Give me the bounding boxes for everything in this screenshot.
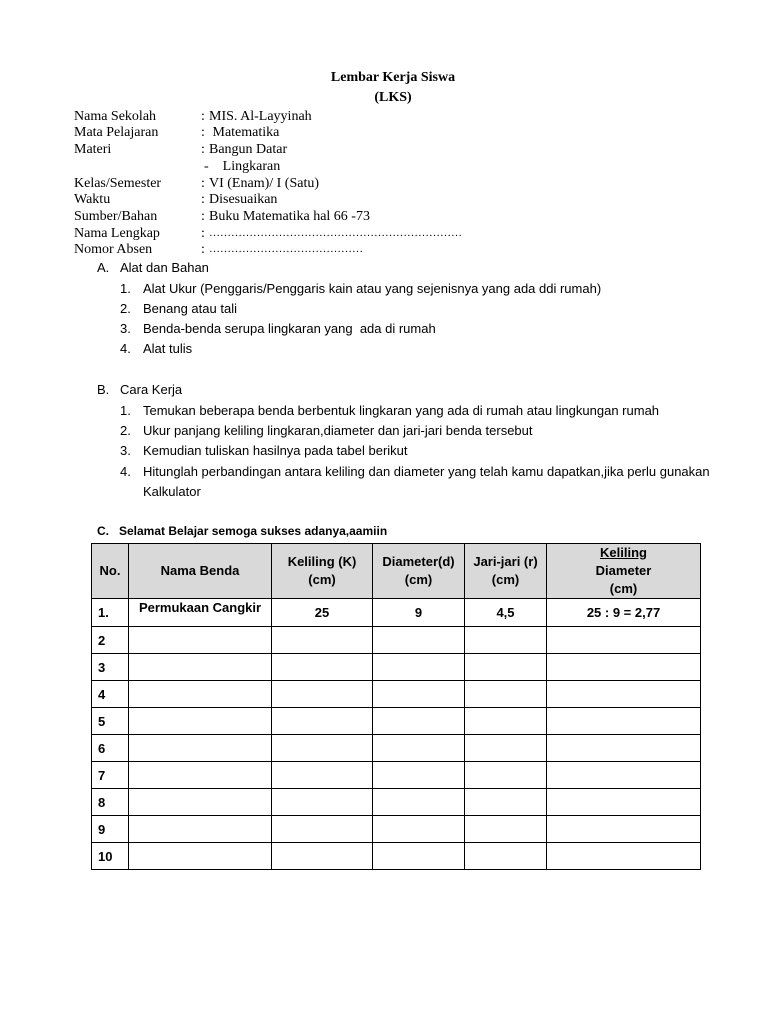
header-jari-unit: (cm) [491, 572, 520, 587]
list-text: Benda-benda serupa lingkaran yang ada di rumah [143, 321, 436, 336]
info-colon: : [201, 176, 205, 191]
header-diameter [373, 544, 465, 599]
list-item [120, 421, 720, 441]
cell-diameter[interactable] [373, 681, 465, 708]
section-b-heading [97, 381, 182, 399]
info-value: VI (Enam)/ I (Satu) [209, 176, 320, 191]
info-label: Mata Pelajaran [74, 125, 159, 140]
header-ratio-unit: (cm) [609, 581, 638, 596]
header-ratio-denominator: Diameter [595, 563, 652, 578]
header-jari-label: Jari-jari (r) [473, 554, 538, 569]
info-label: Nomor Absen [74, 242, 153, 257]
info-value: - Lingkaran [204, 159, 281, 174]
list-text: Ukur panjang keliling lingkaran,diameter dan jari-jari benda tersebut [143, 423, 533, 438]
table-row [92, 627, 701, 654]
section-title: Alat dan Bahan [120, 260, 209, 275]
list-number: 4. [120, 341, 131, 356]
list-item [120, 279, 720, 299]
fullname-blank[interactable]: …………………………………………………………… [209, 227, 462, 239]
section-title: Cara Kerja [120, 382, 183, 397]
cell-diameter[interactable]: 9 [373, 599, 465, 627]
cell-no: 3 [92, 654, 129, 681]
cell-nama-benda[interactable]: Permukaan Cangkir [129, 599, 272, 627]
cell-nama-benda[interactable] [129, 789, 272, 816]
cell-nama-benda[interactable] [129, 762, 272, 789]
cell-no: 7 [92, 762, 129, 789]
worksheet-title: Lembar Kerja Siswa [330, 70, 456, 85]
list-item [120, 299, 720, 319]
cell-diameter[interactable] [373, 627, 465, 654]
cell-no: 6 [92, 735, 129, 762]
cell-keliling[interactable] [272, 789, 373, 816]
section-a-heading [97, 259, 209, 277]
header-ratio-numerator: Keliling [600, 545, 647, 560]
cell-ratio[interactable] [547, 789, 701, 816]
list-number: 2. [120, 423, 131, 438]
info-label: Materi [74, 142, 112, 157]
cell-jari-jari[interactable] [465, 762, 547, 789]
table-row [92, 762, 701, 789]
list-text: Benang atau tali [143, 301, 237, 316]
list-text: Hitunglah perbandingan antara keliling dan diameter yang telah kamu dapatkan,jika perlu gunakan Kalkulator [143, 464, 710, 499]
cell-nama-benda[interactable] [129, 627, 272, 654]
section-c-heading [97, 524, 387, 538]
cell-no: 1. [92, 599, 129, 627]
cell-diameter[interactable] [373, 735, 465, 762]
cell-jari-jari[interactable] [465, 735, 547, 762]
list-item [120, 319, 720, 339]
header-keliling-label: Keliling (K) [287, 554, 357, 569]
list-text: Alat Ukur (Penggaris/Penggaris kain atau yang sejenisnya yang ada ddi rumah) [143, 281, 602, 296]
cell-ratio[interactable]: 25 : 9 = 2,77 [547, 599, 701, 627]
cell-ratio[interactable] [547, 627, 701, 654]
cell-no: 10 [92, 843, 129, 870]
cell-keliling[interactable] [272, 681, 373, 708]
cell-ratio[interactable] [547, 681, 701, 708]
cell-diameter[interactable] [373, 789, 465, 816]
header-keliling [272, 544, 373, 599]
list-number: 3. [120, 443, 131, 458]
list-text: Temukan beberapa benda berbentuk lingkaran yang ada di rumah atau lingkungan rumah [143, 403, 660, 418]
cell-diameter[interactable] [373, 816, 465, 843]
header-diameter-label: Diameter(d) [382, 554, 455, 569]
header-no: No. [92, 544, 129, 599]
cell-no: 2 [92, 627, 129, 654]
list-item [120, 462, 715, 502]
list-item [120, 441, 720, 461]
section-letter: C. [97, 524, 109, 538]
cell-nama-benda[interactable] [129, 816, 272, 843]
cell-nama-benda[interactable] [129, 843, 272, 870]
cell-ratio[interactable] [547, 708, 701, 735]
cell-nama-benda[interactable] [129, 654, 272, 681]
list-number: 4. [120, 464, 131, 479]
cell-keliling[interactable] [272, 708, 373, 735]
cell-diameter[interactable] [373, 654, 465, 681]
cell-nama-benda[interactable] [129, 681, 272, 708]
cell-diameter[interactable] [373, 708, 465, 735]
section-letter: A. [97, 260, 110, 275]
table-row [92, 599, 701, 627]
table-row [92, 843, 701, 870]
cell-jari-jari[interactable] [465, 789, 547, 816]
cell-ratio[interactable] [547, 762, 701, 789]
info-label: Waktu [74, 192, 111, 207]
cell-ratio[interactable] [547, 735, 701, 762]
list-number: 1. [120, 403, 131, 418]
list-item [120, 401, 720, 421]
info-colon: : [201, 209, 205, 224]
info-label: Sumber/Bahan [74, 209, 158, 224]
table-row [92, 654, 701, 681]
table-row [92, 789, 701, 816]
worksheet-subtitle: (LKS) [374, 90, 412, 105]
cell-keliling[interactable] [272, 816, 373, 843]
table-row [92, 681, 701, 708]
table-header-row [92, 544, 701, 599]
info-label: Nama Lengkap [74, 226, 160, 241]
absen-blank[interactable]: …………………………………… [209, 243, 363, 255]
info-colon: : [201, 125, 205, 140]
cell-no: 5 [92, 708, 129, 735]
cell-nama-benda[interactable] [129, 735, 272, 762]
info-label: Nama Sekolah [74, 109, 157, 124]
header-ratio [547, 544, 701, 599]
section-letter: B. [97, 382, 110, 397]
info-colon: : [201, 142, 205, 157]
header-nama-benda: Nama Benda [129, 544, 272, 599]
cell-keliling[interactable] [272, 654, 373, 681]
cell-jari-jari[interactable] [465, 816, 547, 843]
info-colon: : [201, 192, 205, 207]
info-colon: : [201, 226, 205, 241]
section-title: Selamat Belajar semoga sukses adanya,aamiin [119, 524, 388, 538]
list-number: 3. [120, 321, 131, 336]
cell-keliling[interactable] [272, 762, 373, 789]
cell-diameter[interactable] [373, 762, 465, 789]
cell-no: 8 [92, 789, 129, 816]
cell-nama-benda[interactable] [129, 708, 272, 735]
measurement-table [91, 543, 701, 870]
info-value: Bangun Datar [209, 142, 288, 157]
cell-ratio[interactable] [547, 843, 701, 870]
cell-diameter[interactable] [373, 843, 465, 870]
cell-keliling[interactable] [272, 735, 373, 762]
info-colon: : [201, 109, 205, 124]
header-keliling-unit: (cm) [308, 572, 336, 587]
cell-keliling[interactable]: 25 [272, 599, 373, 627]
cell-ratio[interactable] [547, 816, 701, 843]
cell-jari-jari[interactable] [465, 843, 547, 870]
list-number: 1. [120, 281, 131, 296]
list-number: 2. [120, 301, 131, 316]
cell-jari-jari[interactable]: 4,5 [465, 599, 547, 627]
info-value: MIS. Al-Layyinah [209, 109, 312, 124]
cell-keliling[interactable] [272, 627, 373, 654]
cell-ratio[interactable] [547, 654, 701, 681]
info-value: Disesuaikan [209, 192, 278, 207]
list-text: Alat tulis [143, 341, 193, 356]
cell-jari-jari[interactable] [465, 627, 547, 654]
header-jari-jari [465, 544, 547, 599]
table-row [92, 708, 701, 735]
info-colon: : [201, 242, 205, 257]
cell-no: 9 [92, 816, 129, 843]
table-row [92, 735, 701, 762]
table-row [92, 816, 701, 843]
cell-no: 4 [92, 681, 129, 708]
cell-jari-jari[interactable] [465, 681, 547, 708]
info-label: Kelas/Semester [74, 176, 162, 191]
cell-jari-jari[interactable] [465, 708, 547, 735]
cell-keliling[interactable] [272, 843, 373, 870]
info-value: Matematika [209, 125, 280, 140]
info-value: Buku Matematika hal 66 -73 [209, 209, 370, 224]
list-item [120, 339, 720, 359]
list-text: Kemudian tuliskan hasilnya pada tabel berikut [143, 443, 408, 458]
header-diameter-unit: (cm) [404, 572, 433, 587]
cell-jari-jari[interactable] [465, 654, 547, 681]
